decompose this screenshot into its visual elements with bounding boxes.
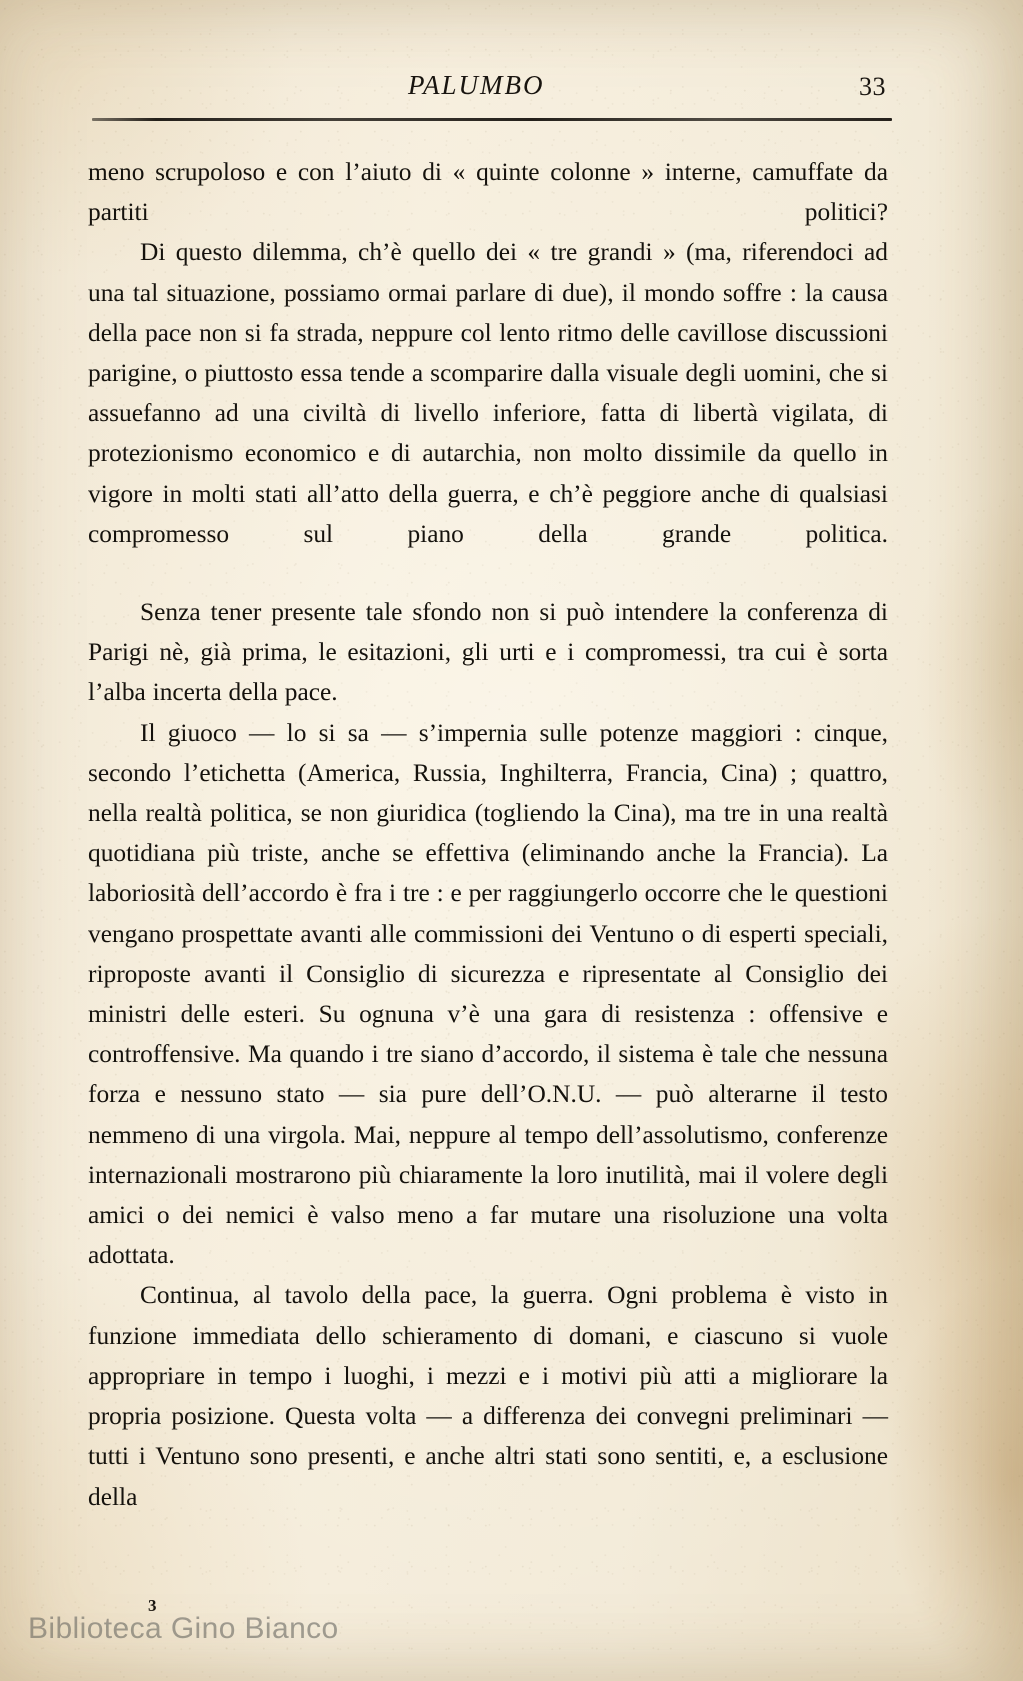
paragraph: Di questo dilemma, ch’è quello dei « tre grandi » (ma, riferendoci ad una tal situazione, possiamo ormai parlare di due), il mondo soffre : la causa della pace non si fa strada, neppure col lento ritmo delle cavillose discussioni parigine, o piuttosto essa tende a scomparire dalla visuale degli uomini, che si assuefanno ad una civiltà di livello inferiore, fatta di libertà vigilata, di protezionismo economico e di autarchia, non molto dissimile da quello in vigore in molti stati all’atto della guerra, e ch’è peggiore anche di qualsiasi compromesso sul piano della grande politica. — [88, 238, 888, 548]
header-rule — [92, 118, 892, 121]
signature-mark: 3 — [148, 1596, 157, 1615]
library-watermark: Biblioteca Gino Bianco — [28, 1612, 339, 1645]
paragraph: Senza tener presente tale sfondo non si può intendere la conferenza di Parigi nè, già prima, le esitazioni, gli urti e i compromessi, tra cui è sorta l’alba incerta della pace. — [88, 598, 888, 707]
page-body-text — [88, 152, 888, 1517]
running-head-title: PALUMBO — [408, 70, 545, 100]
running-head — [96, 70, 886, 116]
paragraph: Continua, al tavolo della pace, la guerra. Ogni problema è visto in funzione immediata dello schieramento di domani, e ciascuno si vuole appropriare in tempo i luoghi, i mezzi e i motivi più atti a migliorare la propria posizione. Questa volta — a differenza dei convegni preliminari — tutti i Ventuno sono presenti, e anche altri stati sono sentiti, e, a esclusione della — [88, 1281, 888, 1511]
page-number: 33 — [859, 72, 886, 101]
paragraph: meno scrupoloso e con l’aiuto di « quinte colonne » interne, camuffate da partiti politici? — [88, 158, 888, 227]
paragraph: Il giuoco — lo si sa — s’impernia sulle potenze maggiori : cinque, secondo l’etichetta (America, Russia, Inghilterra, Francia, Cina) ; quattro, nella realtà politica, se non giuridica (togliendo la Cina), ma tre in una realtà quotidiana più triste, anche se effettiva (eliminando anche la Francia). La laboriosità dell’accordo è fra i tre : e per raggiungerlo occorre che le questioni vengano prospettate avanti alle commissioni dei Ventuno o di esperti speciali, riproposte avanti il Consiglio di sicurezza e ripresentate al Consiglio dei ministri delle esteri. Su ognuna v’è una gara di resistenza : offensive e controffensive. Ma quando i tre siano d’accordo, il sistema è tale che nessuna forza e nessuno stato — sia pure dell’O.N.U. — può alterarne il testo nemmeno di una virgola. Mai, neppure al tempo dell’assolutismo, conferenze internazionali mostrarono più chiaramente la loro inutilità, mai il volere degli amici o dei nemici è valso meno a far mutare una risoluzione una volta adottata. — [88, 718, 888, 1270]
